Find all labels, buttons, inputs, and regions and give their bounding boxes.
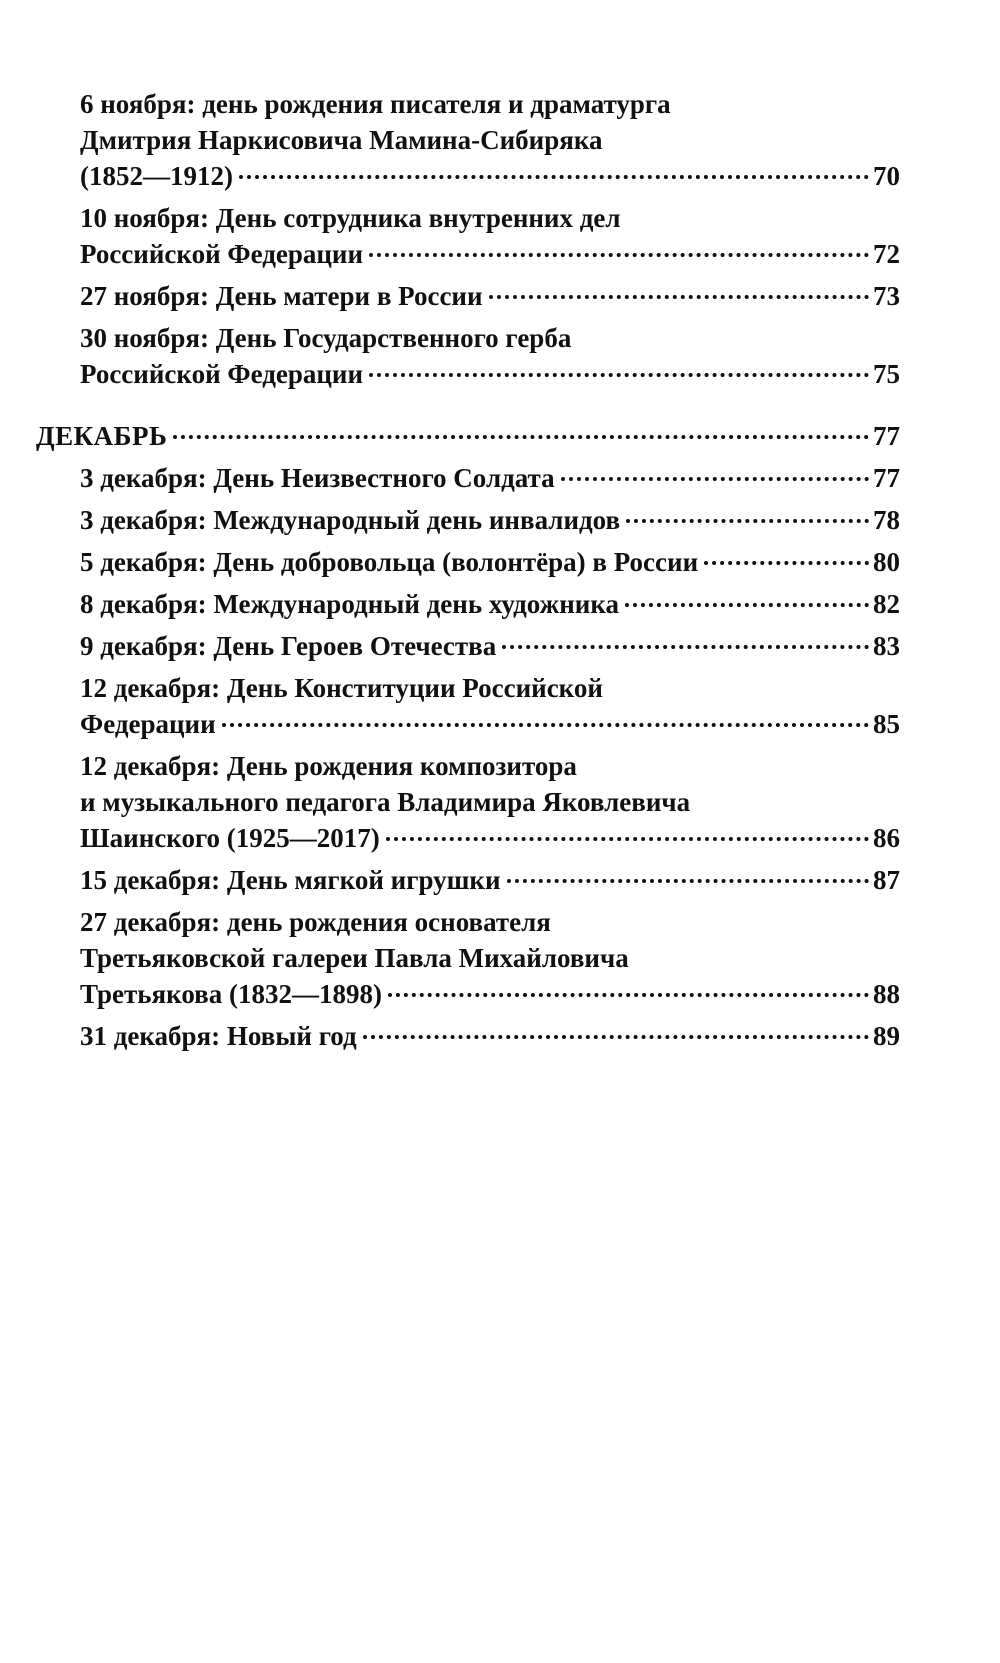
entry-last-line: [80, 236, 900, 272]
entry-line: Дмитрия Наркисовича Мамина-Сибиряка: [80, 125, 603, 155]
page-number: 86: [873, 823, 900, 853]
page-number: 77: [873, 463, 900, 493]
entry-last-line: [80, 460, 900, 496]
toc-entry: [80, 544, 900, 580]
entry-line: Третьяковской галереи Павла Михайловича: [80, 943, 629, 973]
page-number: 77: [873, 421, 900, 451]
dot-leader: [369, 373, 869, 377]
section-heading-line: [36, 418, 900, 454]
entry-text: 8 декабря: Международный день художника: [80, 589, 619, 619]
november-entries: [80, 86, 900, 392]
december-entries: [80, 460, 900, 1054]
page-number: 75: [873, 359, 900, 389]
entry-last-line: [80, 862, 900, 898]
dot-leader: [704, 561, 869, 565]
dot-leader: [388, 993, 869, 997]
toc-entry: [80, 670, 900, 742]
entry-text: Российской Федерации: [80, 239, 364, 269]
entry-line: 27 декабря: день рождения основателя: [80, 907, 551, 937]
toc-entry: [80, 1018, 900, 1054]
dot-leader: [489, 295, 869, 299]
page-number: 87: [873, 865, 900, 895]
page-number: 85: [873, 709, 900, 739]
entry-text: 5 декабря: День добровольца (волонтёра) в России: [80, 547, 699, 577]
entry-text: 31 декабря: Новый год: [80, 1021, 357, 1051]
entry-text: Третьякова (1832—1898): [80, 979, 382, 1009]
page-number: 89: [873, 1021, 900, 1051]
page-number: 83: [873, 631, 900, 661]
page-number: 80: [873, 547, 900, 577]
section-title: ДЕКАБРЬ: [36, 421, 168, 451]
toc-entry: [80, 586, 900, 622]
dot-leader: [507, 879, 869, 883]
dot-leader: [626, 519, 869, 523]
entry-text: 9 декабря: День Героев Отечества: [80, 631, 497, 661]
toc-entry: [80, 628, 900, 664]
dot-leader: [625, 603, 869, 607]
entry-text: Российской Федерации: [80, 359, 364, 389]
entry-text: 15 декабря: День мягкой игрушки: [80, 865, 501, 895]
dot-leader: [369, 253, 869, 257]
entry-text: 27 ноября: День матери в России: [80, 281, 483, 311]
page-number: 70: [873, 161, 900, 191]
entry-line: 6 ноября: день рождения писателя и драматурга: [80, 89, 671, 119]
page-number: 72: [873, 239, 900, 269]
entry-last-line: [80, 976, 900, 1012]
page-number: 78: [873, 505, 900, 535]
entry-line: 30 ноября: День Государственного герба: [80, 323, 572, 353]
toc-entry: [80, 320, 900, 392]
dot-leader: [561, 477, 869, 481]
entry-line: 12 декабря: День Конституции Российской: [80, 673, 603, 703]
dot-leader: [363, 1035, 869, 1039]
table-of-contents: [0, 86, 1000, 1060]
dot-leader: [386, 837, 869, 841]
entry-text: 3 декабря: Международный день инвалидов: [80, 505, 621, 535]
entry-text: Федерации: [80, 709, 216, 739]
entry-text: (1852—1912): [80, 161, 233, 191]
entry-last-line: [80, 586, 900, 622]
toc-entry: [80, 200, 900, 272]
dot-leader: [222, 723, 869, 727]
page-number: 73: [873, 281, 900, 311]
entry-line: и музыкального педагога Владимира Яковлевича: [80, 787, 691, 817]
entry-line: 12 декабря: День рождения композитора: [80, 751, 577, 781]
entry-last-line: [80, 356, 900, 392]
entry-last-line: [80, 706, 900, 742]
entry-text: Шаинского (1925—2017): [80, 823, 380, 853]
page-number: 88: [873, 979, 900, 1009]
entry-last-line: [80, 158, 900, 194]
toc-entry: [80, 502, 900, 538]
entry-last-line: [80, 820, 900, 856]
entry-line: 10 ноября: День сотрудника внутренних дел: [80, 203, 621, 233]
toc-entry: [80, 862, 900, 898]
toc-entry: [80, 278, 900, 314]
section-heading-december: [36, 418, 900, 454]
toc-entry: [80, 86, 900, 194]
toc-entry: [80, 748, 900, 856]
dot-leader: [173, 435, 869, 439]
toc-entry: [80, 460, 900, 496]
entry-last-line: [80, 502, 900, 538]
entry-last-line: [80, 278, 900, 314]
page-number: 82: [873, 589, 900, 619]
toc-entry: [80, 904, 900, 1012]
dot-leader: [239, 175, 869, 179]
entry-last-line: [80, 544, 900, 580]
dot-leader: [502, 645, 869, 649]
entry-last-line: [80, 1018, 900, 1054]
entry-text: 3 декабря: День Неизвестного Солдата: [80, 463, 555, 493]
entry-last-line: [80, 628, 900, 664]
